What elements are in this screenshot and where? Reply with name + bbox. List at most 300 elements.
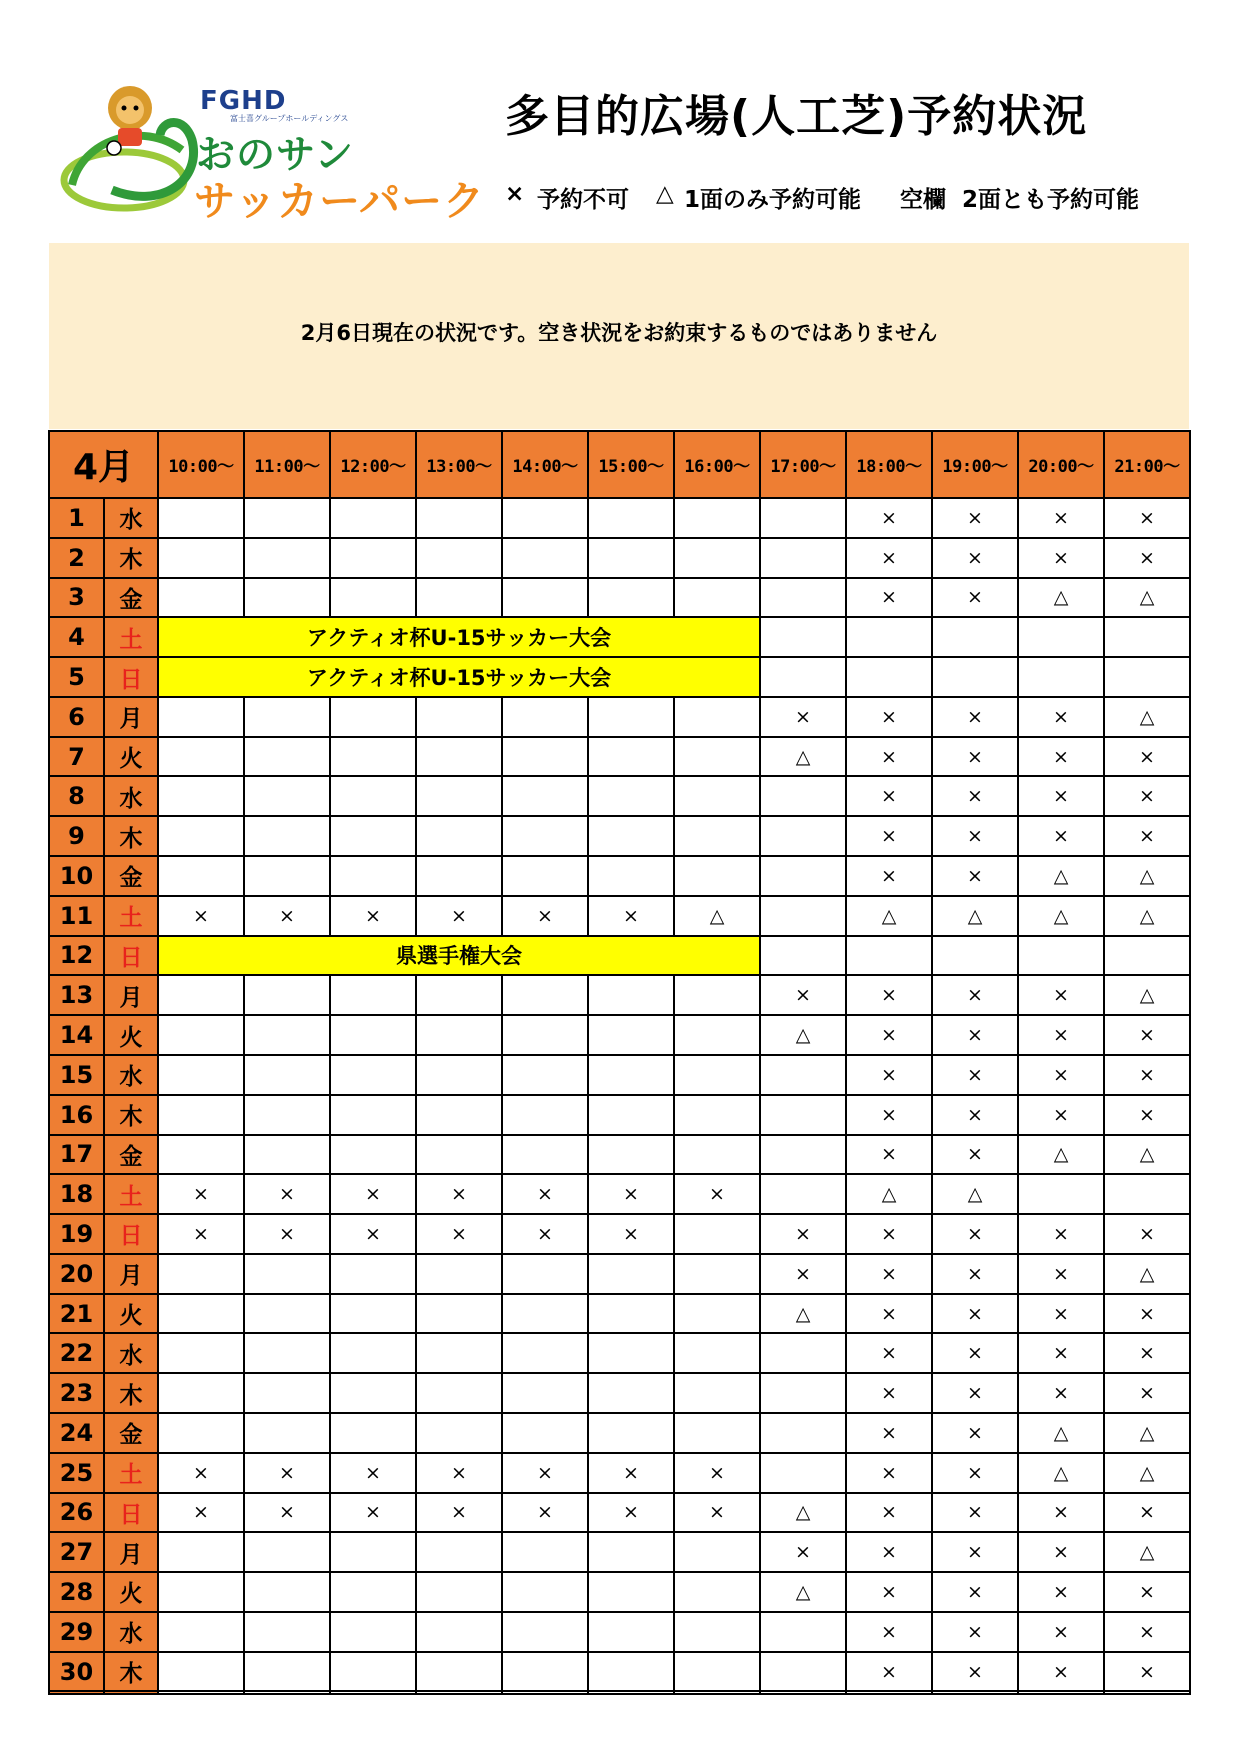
slot-cell	[158, 1652, 244, 1692]
month-header: 4月	[49, 431, 158, 498]
slot-cell: △	[1104, 578, 1190, 618]
slot-cell	[760, 657, 846, 697]
weekday: 木	[104, 538, 158, 578]
slot-cell	[588, 1095, 674, 1135]
slot-cell	[158, 578, 244, 618]
slot-cell	[158, 776, 244, 816]
day-number: 25	[49, 1453, 104, 1493]
slot-cell: ×	[1104, 1294, 1190, 1334]
weekday: 火	[104, 1572, 158, 1612]
slot-cell: ×	[1104, 1493, 1190, 1533]
slot-cell	[846, 936, 932, 976]
slot-cell: ×	[932, 1532, 1018, 1572]
slot-cell	[416, 737, 502, 777]
slot-cell: ×	[588, 896, 674, 936]
slot-cell	[416, 1015, 502, 1055]
table-row	[49, 538, 1190, 578]
slot-cell	[674, 578, 760, 618]
slot-cell	[330, 498, 416, 538]
slot-cell: ×	[846, 1413, 932, 1453]
slot-cell: ×	[1018, 1294, 1104, 1334]
slot-cell: ×	[330, 1214, 416, 1254]
slot-cell: ×	[330, 1174, 416, 1214]
slot-cell	[158, 975, 244, 1015]
slot-cell	[244, 578, 330, 618]
slot-cell	[416, 1254, 502, 1294]
slot-cell	[1018, 1174, 1104, 1214]
slot-cell: △	[846, 1174, 932, 1214]
slot-cell: ×	[1018, 1214, 1104, 1254]
table-row	[49, 1174, 1190, 1214]
weekday: 日	[104, 1214, 158, 1254]
slot-cell	[1104, 657, 1190, 697]
legend-triangle-symbol: △	[656, 181, 674, 207]
slot-cell	[760, 776, 846, 816]
slot-cell: ×	[932, 1095, 1018, 1135]
weekday: 月	[104, 1532, 158, 1572]
event-cell: 県選手権大会	[158, 936, 760, 976]
slot-cell: ×	[1018, 1572, 1104, 1612]
page-title: 多目的広場(人工芝)予約状況	[505, 91, 1088, 142]
slot-cell	[588, 498, 674, 538]
day-number: 13	[49, 975, 104, 1015]
slot-cell	[330, 1612, 416, 1652]
slot-cell	[416, 1294, 502, 1334]
table-row	[49, 1413, 1190, 1453]
slot-cell	[158, 498, 244, 538]
slot-cell	[416, 538, 502, 578]
slot-cell: ×	[932, 1055, 1018, 1095]
slot-cell	[416, 1333, 502, 1373]
slot-cell	[932, 657, 1018, 697]
slot-cell	[330, 776, 416, 816]
slot-cell: ×	[1104, 1572, 1190, 1612]
slot-cell	[588, 1532, 674, 1572]
slot-cell	[588, 816, 674, 856]
table-row	[49, 896, 1190, 936]
slot-cell: ×	[932, 578, 1018, 618]
slot-cell	[502, 1015, 588, 1055]
slot-cell	[502, 1373, 588, 1413]
slot-cell	[674, 1055, 760, 1095]
slot-cell: △	[1104, 975, 1190, 1015]
slot-cell: ×	[588, 1214, 674, 1254]
weekday: 日	[104, 1493, 158, 1533]
weekday: 土	[104, 1453, 158, 1493]
slot-cell: ×	[932, 1254, 1018, 1294]
slot-cell	[674, 1691, 760, 1694]
weekday: 水	[104, 1612, 158, 1652]
slot-cell: △	[1018, 856, 1104, 896]
slot-cell: ×	[244, 1493, 330, 1533]
day-number: 1	[49, 498, 104, 538]
table-row	[49, 1214, 1190, 1254]
weekday: 日	[104, 657, 158, 697]
weekday: 木	[104, 1652, 158, 1692]
slot-cell	[588, 1572, 674, 1612]
slot-cell	[760, 936, 846, 976]
slot-cell	[502, 816, 588, 856]
slot-cell	[588, 1333, 674, 1373]
slot-cell	[674, 1095, 760, 1135]
table-row	[49, 936, 1190, 976]
slot-cell	[502, 1572, 588, 1612]
slot-cell: ×	[588, 1174, 674, 1214]
day-number: 8	[49, 776, 104, 816]
slot-cell	[760, 617, 846, 657]
slot-cell	[416, 1532, 502, 1572]
slot-cell: ×	[1104, 1055, 1190, 1095]
slot-cell	[588, 1691, 674, 1694]
slot-cell: ×	[158, 1174, 244, 1214]
weekday: 土	[104, 617, 158, 657]
slot-cell	[1104, 1174, 1190, 1214]
slot-cell	[1104, 1691, 1190, 1694]
slot-cell	[244, 1055, 330, 1095]
slot-cell	[244, 856, 330, 896]
day-number: 22	[49, 1333, 104, 1373]
slot-cell	[760, 1135, 846, 1175]
slot-cell	[244, 1095, 330, 1135]
day-number: 29	[49, 1612, 104, 1652]
slot-cell	[244, 1413, 330, 1453]
slot-cell	[760, 1612, 846, 1652]
day-number: 18	[49, 1174, 104, 1214]
slot-cell: ×	[932, 1015, 1018, 1055]
slot-cell	[158, 816, 244, 856]
slot-cell: ×	[760, 1254, 846, 1294]
slot-cell	[158, 1294, 244, 1334]
slot-cell: △	[1104, 1254, 1190, 1294]
table-row	[49, 1095, 1190, 1135]
slot-cell	[674, 1413, 760, 1453]
slot-cell: △	[1104, 1413, 1190, 1453]
table-row	[49, 1135, 1190, 1175]
slot-cell: ×	[1104, 1015, 1190, 1055]
slot-cell: △	[1104, 697, 1190, 737]
slot-cell: ×	[846, 1652, 932, 1692]
slot-cell	[158, 1135, 244, 1175]
slot-cell: ×	[1018, 737, 1104, 777]
slot-cell: ×	[1018, 1095, 1104, 1135]
day-number: 14	[49, 1015, 104, 1055]
weekday: 金	[104, 578, 158, 618]
table-row	[49, 1652, 1190, 1692]
slot-cell	[416, 1652, 502, 1692]
slot-cell	[502, 975, 588, 1015]
legend-cross-label: 予約不可	[537, 187, 629, 213]
slot-cell	[416, 697, 502, 737]
slot-cell: ×	[846, 1214, 932, 1254]
slot-cell	[330, 578, 416, 618]
slot-cell: ×	[330, 896, 416, 936]
slot-cell	[502, 538, 588, 578]
slot-cell	[588, 1135, 674, 1175]
slot-cell	[1018, 936, 1104, 976]
slot-cell: ×	[502, 896, 588, 936]
time-header: 12:00～	[330, 431, 416, 498]
table-row	[49, 737, 1190, 777]
slot-cell: ×	[1104, 1612, 1190, 1652]
slot-cell	[502, 1691, 588, 1694]
slot-cell	[588, 538, 674, 578]
slot-cell: ×	[932, 1294, 1018, 1334]
slot-cell	[502, 578, 588, 618]
slot-cell	[416, 1135, 502, 1175]
slot-cell: ×	[1018, 975, 1104, 1015]
slot-cell	[502, 737, 588, 777]
weekday: 水	[104, 1055, 158, 1095]
slot-cell	[416, 578, 502, 618]
fghd-subtitle: 富士喜グループホールディングス	[230, 114, 349, 123]
slot-cell	[330, 737, 416, 777]
slot-cell	[1018, 617, 1104, 657]
slot-cell: ×	[1104, 816, 1190, 856]
slot-cell	[244, 737, 330, 777]
slot-cell	[244, 1015, 330, 1055]
legend-triangle-label: 1面のみ予約可能	[684, 187, 862, 213]
slot-cell	[158, 1095, 244, 1135]
slot-cell: ×	[846, 1453, 932, 1493]
slot-cell: ×	[1018, 1333, 1104, 1373]
slot-cell	[588, 578, 674, 618]
table-row	[49, 816, 1190, 856]
slot-cell	[330, 816, 416, 856]
slot-cell	[760, 896, 846, 936]
slot-cell: ×	[846, 975, 932, 1015]
slot-cell	[244, 816, 330, 856]
slot-cell: △	[1104, 1532, 1190, 1572]
slot-cell	[760, 1691, 846, 1694]
slot-cell	[502, 498, 588, 538]
day-number: 11	[49, 896, 104, 936]
slot-cell	[158, 1691, 244, 1694]
slot-cell: ×	[846, 1493, 932, 1533]
slot-cell: ×	[932, 1652, 1018, 1692]
slot-cell: ×	[932, 1572, 1018, 1612]
slot-cell	[588, 1254, 674, 1294]
slot-cell	[588, 1055, 674, 1095]
slot-cell: △	[760, 1572, 846, 1612]
slot-cell	[588, 1015, 674, 1055]
table-row	[49, 1294, 1190, 1334]
slot-cell: ×	[760, 697, 846, 737]
slot-cell: △	[1104, 856, 1190, 896]
slot-cell: ×	[1018, 1652, 1104, 1692]
day-number: 28	[49, 1572, 104, 1612]
slot-cell: ×	[1104, 776, 1190, 816]
slot-cell: ×	[674, 1174, 760, 1214]
slot-cell: ×	[416, 1493, 502, 1533]
reservation-table	[48, 430, 1191, 1695]
slot-cell	[158, 1373, 244, 1413]
time-header: 14:00～	[502, 431, 588, 498]
day-number: 10	[49, 856, 104, 896]
slot-cell	[588, 697, 674, 737]
slot-cell	[1104, 617, 1190, 657]
slot-cell: △	[1018, 896, 1104, 936]
fghd-logo: FGHD	[200, 86, 287, 116]
slot-cell: ×	[932, 1453, 1018, 1493]
slot-cell	[158, 1015, 244, 1055]
weekday	[104, 1691, 158, 1694]
slot-cell	[502, 1254, 588, 1294]
slot-cell: ×	[846, 498, 932, 538]
slot-cell	[244, 697, 330, 737]
slot-cell: ×	[244, 1214, 330, 1254]
weekday: 木	[104, 816, 158, 856]
slot-cell	[330, 1015, 416, 1055]
table-row	[49, 1572, 1190, 1612]
slot-cell	[674, 1652, 760, 1692]
slot-cell: ×	[416, 1453, 502, 1493]
slot-cell: ×	[846, 1095, 932, 1135]
time-header: 13:00～	[416, 431, 502, 498]
slot-cell: ×	[932, 816, 1018, 856]
slot-cell: ×	[244, 1453, 330, 1493]
slot-cell	[502, 1095, 588, 1135]
slot-cell	[330, 1333, 416, 1373]
slot-cell: ×	[1104, 1333, 1190, 1373]
slot-cell	[330, 538, 416, 578]
slot-cell: △	[932, 896, 1018, 936]
slot-cell: ×	[932, 1135, 1018, 1175]
slot-cell: ×	[1018, 1493, 1104, 1533]
slot-cell	[760, 816, 846, 856]
day-number: 20	[49, 1254, 104, 1294]
slot-cell	[416, 1095, 502, 1135]
slot-cell: ×	[846, 697, 932, 737]
slot-cell	[244, 1135, 330, 1175]
slot-cell	[932, 936, 1018, 976]
slot-cell	[588, 1294, 674, 1334]
brand-name-top: おのサン	[196, 133, 355, 178]
notice-text: 2月6日現在の状況です。空き状況をお約束するものではありません	[300, 321, 938, 345]
slot-cell	[760, 1413, 846, 1453]
time-header: 10:00～	[158, 431, 244, 498]
slot-cell	[158, 1532, 244, 1572]
slot-cell: ×	[1018, 1532, 1104, 1572]
weekday: 火	[104, 737, 158, 777]
day-number	[49, 1691, 104, 1694]
slot-cell: ×	[932, 856, 1018, 896]
slot-cell	[244, 776, 330, 816]
slot-cell: ×	[1104, 1373, 1190, 1413]
slot-cell: ×	[932, 776, 1018, 816]
slot-cell: ×	[1018, 538, 1104, 578]
legend-cross-symbol: ×	[505, 181, 525, 207]
day-number: 6	[49, 697, 104, 737]
slot-cell: △	[1018, 1413, 1104, 1453]
slot-cell: ×	[244, 1174, 330, 1214]
slot-cell: ×	[416, 1174, 502, 1214]
slot-cell: ×	[502, 1453, 588, 1493]
day-number: 9	[49, 816, 104, 856]
slot-cell	[588, 1612, 674, 1652]
day-number: 30	[49, 1652, 104, 1692]
table-row	[49, 1373, 1190, 1413]
slot-cell: ×	[158, 896, 244, 936]
slot-cell	[674, 737, 760, 777]
slot-cell: ×	[932, 1493, 1018, 1533]
weekday: 水	[104, 1333, 158, 1373]
slot-cell	[760, 1333, 846, 1373]
slot-cell: ×	[416, 896, 502, 936]
time-header: 16:00～	[674, 431, 760, 498]
slot-cell: △	[1104, 1453, 1190, 1493]
slot-cell	[588, 737, 674, 777]
slot-cell	[416, 1055, 502, 1095]
day-number: 19	[49, 1214, 104, 1254]
slot-cell: ×	[932, 538, 1018, 578]
slot-cell: ×	[846, 538, 932, 578]
slot-cell	[244, 538, 330, 578]
slot-cell	[416, 1413, 502, 1453]
slot-cell: ×	[330, 1493, 416, 1533]
slot-cell	[674, 538, 760, 578]
slot-cell: ×	[846, 1373, 932, 1413]
slot-cell	[330, 1095, 416, 1135]
slot-cell: ×	[1018, 1055, 1104, 1095]
slot-cell: ×	[846, 1572, 932, 1612]
slot-cell	[674, 776, 760, 816]
slot-cell: ×	[932, 697, 1018, 737]
slot-cell	[674, 1214, 760, 1254]
slot-cell: ×	[846, 1055, 932, 1095]
day-number: 2	[49, 538, 104, 578]
day-number: 21	[49, 1294, 104, 1334]
slot-cell	[1018, 1691, 1104, 1694]
slot-cell	[932, 1691, 1018, 1694]
table-row	[49, 1453, 1190, 1493]
slot-cell: ×	[502, 1214, 588, 1254]
table-row	[49, 498, 1190, 538]
slot-cell	[244, 1691, 330, 1694]
slot-cell	[846, 657, 932, 697]
slot-cell	[330, 1055, 416, 1095]
slot-cell	[158, 1413, 244, 1453]
slot-cell	[674, 1612, 760, 1652]
slot-cell	[244, 1294, 330, 1334]
slot-cell	[502, 1612, 588, 1652]
slot-cell	[1104, 936, 1190, 976]
slot-cell: ×	[674, 1493, 760, 1533]
slot-cell: △	[932, 1174, 1018, 1214]
day-number: 23	[49, 1373, 104, 1413]
slot-cell	[158, 697, 244, 737]
slot-cell	[330, 1373, 416, 1413]
slot-cell	[1018, 657, 1104, 697]
slot-cell: ×	[846, 737, 932, 777]
weekday: 火	[104, 1015, 158, 1055]
slot-cell	[674, 498, 760, 538]
day-number: 4	[49, 617, 104, 657]
weekday: 土	[104, 896, 158, 936]
slot-cell	[244, 1333, 330, 1373]
slot-cell: ×	[1104, 1214, 1190, 1254]
slot-cell	[244, 975, 330, 1015]
slot-cell	[330, 975, 416, 1015]
table-row	[49, 1691, 1190, 1694]
day-number: 12	[49, 936, 104, 976]
table-row	[49, 1612, 1190, 1652]
slot-cell	[932, 617, 1018, 657]
slot-cell	[416, 1373, 502, 1413]
slot-cell: ×	[846, 578, 932, 618]
slot-cell	[330, 1135, 416, 1175]
slot-cell	[416, 1691, 502, 1694]
slot-cell: ×	[158, 1493, 244, 1533]
